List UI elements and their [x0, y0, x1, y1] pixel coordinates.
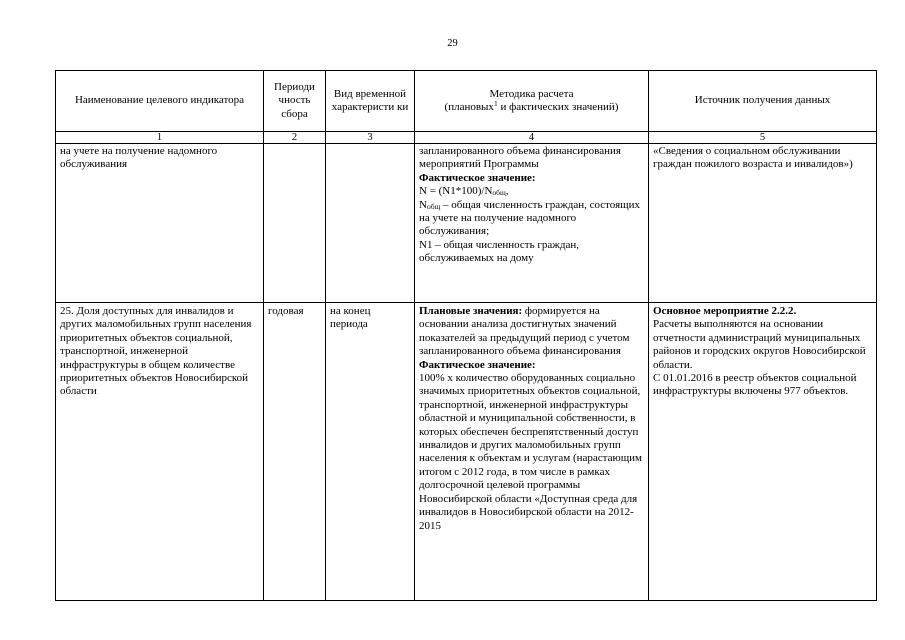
- header-method-pre: (плановых: [444, 101, 494, 113]
- plan-text: формируется на основании анализа достигнутых значений показателей за предыдущий период с учетом запланированного объема финансирования: [419, 305, 630, 358]
- indicator-name-cell: на учете на получение надомного обслуживания: [56, 144, 264, 303]
- fact-label: Фактическое значение:: [419, 358, 536, 371]
- source-label: Основное мероприятие 2.2.2.: [653, 305, 797, 317]
- definition-total: [419, 199, 644, 239]
- header-method-post: и фактических значений): [497, 101, 619, 113]
- formula: [419, 185, 644, 198]
- header-periodicity: Периоди чность сбора: [264, 71, 326, 132]
- source-cell: [649, 303, 877, 601]
- header-source: Источник получения данных: [649, 71, 877, 132]
- definition-n1: N1 – общая численность граждан, обслуживаемых на дому: [419, 238, 579, 265]
- definition-subscript: общ: [426, 201, 441, 211]
- indicators-table: [55, 70, 877, 601]
- column-number-row: [56, 132, 877, 144]
- formula-subscript: общ: [492, 188, 506, 198]
- header-time-type: Вид временной характеристи ки: [326, 71, 415, 132]
- fact-text: 100% х количество оборудованных социально значимых приоритетных объектов социальной, транспортной, инженерной инфраструктуры областной и муниципальной собственности, в которых обеспечен беспрепятственный доступ инвалидов и других маломобильных групп населения к объектам и услугам (нарастающим итогом с 2012 года, в том числе в рамках долгосрочной целевой программы Новосибирской области «Доступная среда для инвалидов в Новосибирской области на 2012-2015: [419, 372, 643, 532]
- time-type-cell: на конец периода: [326, 303, 415, 601]
- source-text: Расчеты выполняются на основании отчетности администраций муниципальных районов и городских округов Новосибирской области.: [653, 318, 866, 371]
- formula-main: N = (N1*100)/N: [419, 185, 493, 198]
- column-number: 2: [264, 132, 326, 144]
- method-cell: [415, 303, 649, 601]
- header-indicator-name: Наименование целевого индикатора: [56, 71, 264, 132]
- periodicity-cell: [264, 144, 326, 303]
- source-cell: «Сведения о социальном обслуживании граждан пожилого возраста и инвалидов»): [649, 144, 877, 303]
- table-row: [56, 303, 877, 601]
- method-cell: [415, 144, 649, 303]
- plan-label: Плановые значения:: [419, 305, 523, 317]
- column-number: 4: [415, 132, 649, 144]
- header-method: [415, 71, 649, 132]
- method-fact-label: Фактическое значение:: [419, 171, 536, 184]
- definition-text: – общая численность граждан, состоящих на учете на получение надомного обслуживания;: [419, 198, 640, 238]
- footnote-mark: 1: [493, 99, 498, 108]
- indicator-name-cell: 25. Доля доступных для инвалидов и других маломобильных групп населения приоритетных объектов социальной, транспортной, инженерной инфраструктуры в общем количестве приоритетных объектов Новосибирской области: [56, 303, 264, 601]
- header-method-title: Методика расчета: [489, 87, 574, 100]
- column-number: 5: [649, 132, 877, 144]
- definition-var: N: [419, 198, 427, 211]
- column-number: 1: [56, 132, 264, 144]
- time-type-cell: [326, 144, 415, 303]
- formula-tail: ,: [505, 185, 509, 198]
- column-number: 3: [326, 132, 415, 144]
- source-text-2: С 01.01.2016 в реестр объектов социальной инфраструктуры включены 977 объектов.: [653, 372, 857, 398]
- table-row: [56, 144, 877, 303]
- periodicity-cell: годовая: [264, 303, 326, 601]
- method-intro: запланированного объема финансирования мероприятий Программы: [419, 145, 621, 171]
- plan-values: [419, 305, 644, 359]
- page-number: 29: [447, 38, 458, 49]
- header-row: [56, 71, 877, 132]
